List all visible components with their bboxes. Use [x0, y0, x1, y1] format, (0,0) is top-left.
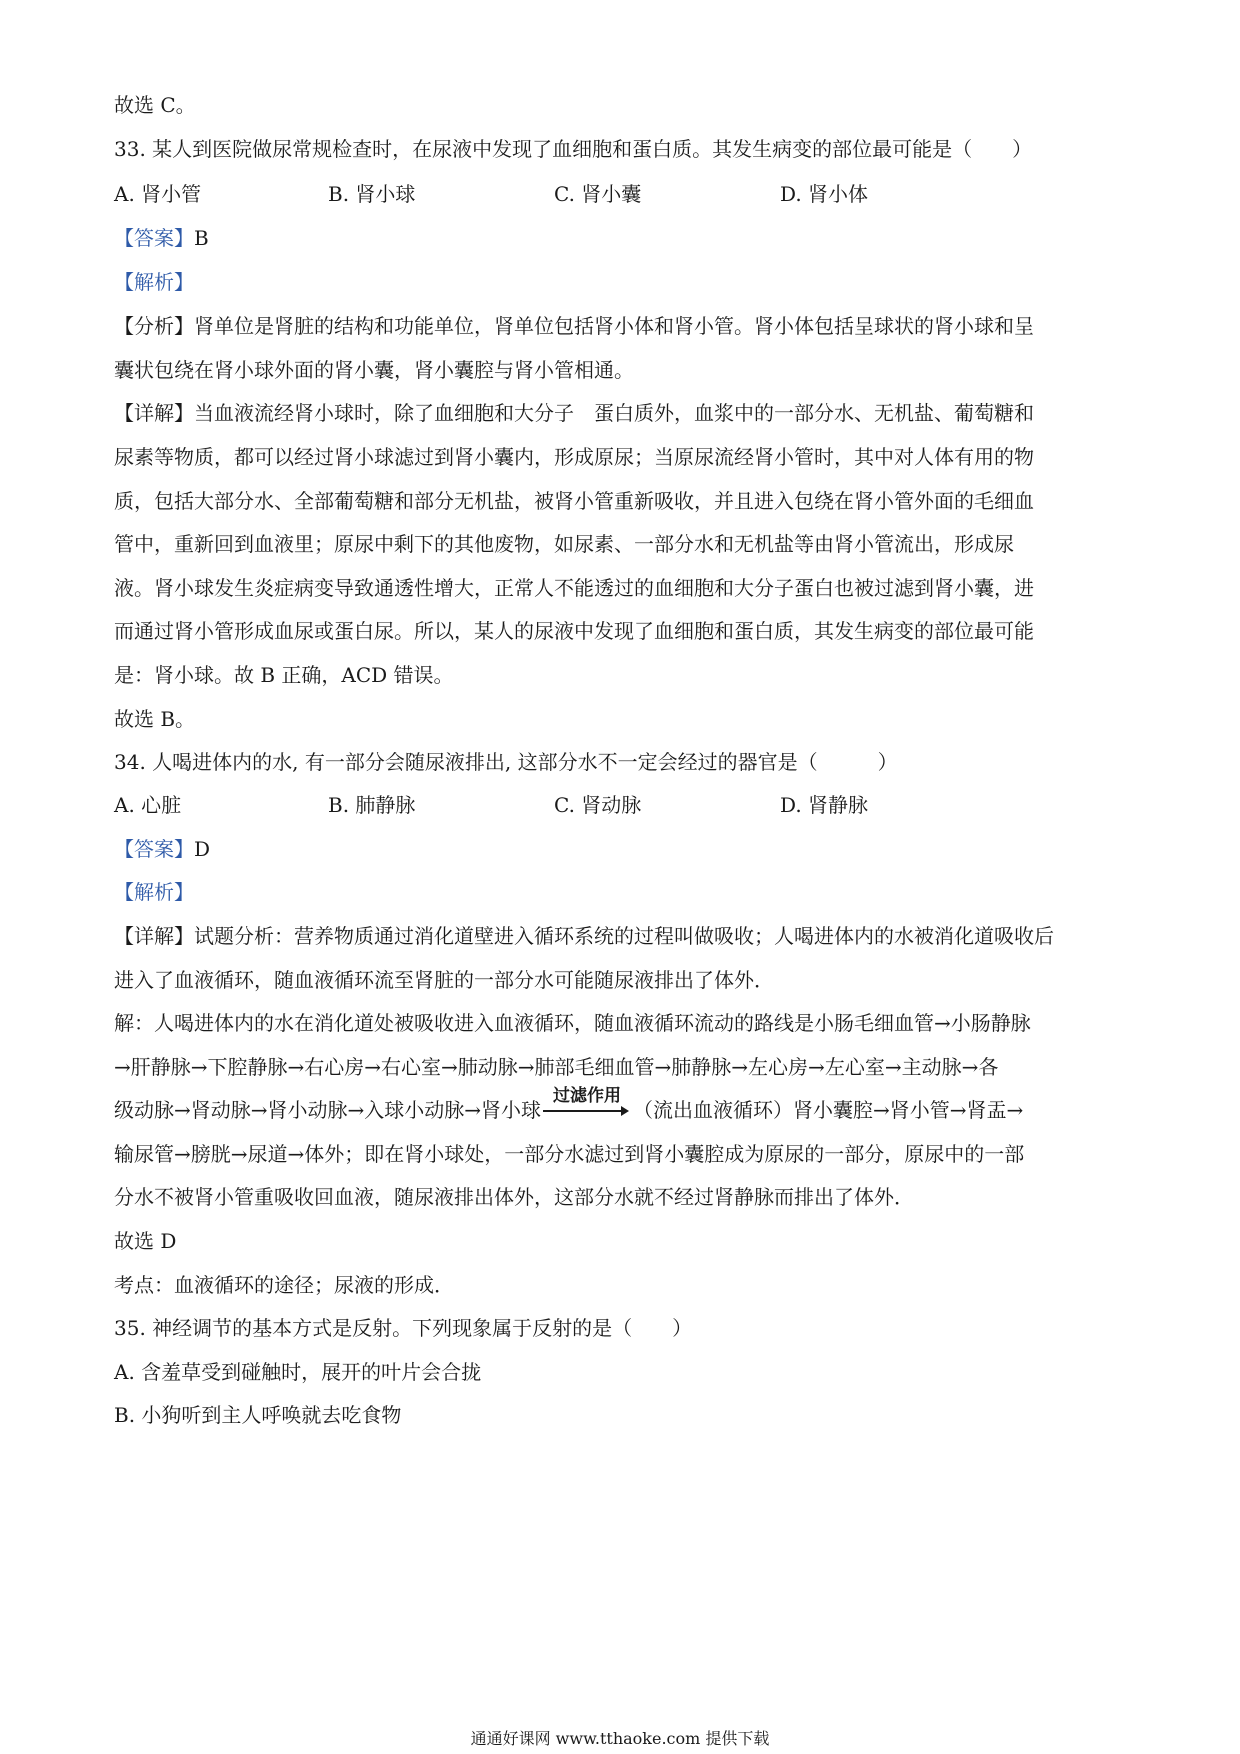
arrow-label: 过滤作用 — [553, 1086, 622, 1106]
text-line: 管中，重新回到血液里；原尿中剩下的其他废物，如尿素、一部分水和无机盐等由肾小管流出，形成尿 — [114, 532, 1014, 556]
text-line-with-arrow — [114, 1086, 1124, 1124]
text-line: 输尿管→膀胱→尿道→体外；即在肾小球处，一部分水滤过到肾小囊腔成为原尿的一部分，原尿中的一部 — [114, 1142, 1025, 1166]
option-b: B. 肺静脉 — [328, 793, 416, 817]
text-line: 故选 B。 — [114, 707, 196, 731]
text-line: 分水不被肾小管重吸收回血液，随尿液排出体外，这部分水就不经过肾静脉而排出了体外． — [114, 1185, 914, 1209]
arrow-head-icon — [621, 1106, 629, 1116]
fenxi-tag: 【分析】 — [114, 314, 194, 338]
path-text-a: 级动脉→肾动脉→肾小动脉→入球小动脉→肾小球 — [114, 1098, 542, 1122]
path-text-b: （流出血液循环）肾小囊腔→肾小管→肾盂→ — [633, 1098, 1024, 1122]
question-33: 33. 某人到医院做尿常规检查时，在尿液中发现了血细胞和蛋白质。其发生病变的部位最可能是（ ） — [114, 137, 1033, 161]
answer-line-33 — [114, 224, 1124, 252]
analysis-tag: 【解析】 — [114, 880, 194, 904]
text-line: 进入了血液循环，随血液循环流至肾脏的一部分水可能随尿液排出了体外． — [114, 968, 774, 992]
option-a: A. 含羞草受到碰触时，展开的叶片会合拢 — [114, 1360, 482, 1384]
text-line: →肝静脉→下腔静脉→右心房→右心室→肺动脉→肺部毛细血管→肺静脉→左心房→左心室→主动脉→各 — [114, 1055, 999, 1079]
option-d: D. 肾静脉 — [780, 793, 869, 817]
text-line — [114, 922, 1124, 950]
text-line: 考点：血液循环的途径；尿液的形成． — [114, 1273, 454, 1297]
answer-value: B — [194, 226, 209, 250]
fenxi-text: 肾单位是肾脏的结构和功能单位，肾单位包括肾小体和肾小管。肾小体包括呈球状的肾小球和呈 — [194, 314, 1034, 338]
text-line: 液。肾小球发生炎症病变导致通透性增大，正常人不能透过的血细胞和大分子蛋白也被过滤到肾小囊，进 — [114, 576, 1034, 600]
text-line: 是：肾小球。故 B 正确，ACD 错误。 — [114, 663, 454, 687]
option-a: A. 肾小管 — [114, 182, 202, 206]
answer-value: D — [194, 837, 211, 861]
page-footer: 通通好课网 www.tthaoke.com 提供下载 — [470, 1729, 770, 1748]
text-line: 解：人喝进体内的水在消化道处被吸收进入血液循环，随血液循环流动的路线是小肠毛细血管→小肠静脉 — [114, 1011, 1031, 1035]
analysis-tag: 【解析】 — [114, 270, 194, 294]
text-line: 质，包括大部分水、全部葡萄糖和部分无机盐，被肾小管重新吸收，并且进入包绕在肾小管外面的毛细血 — [114, 489, 1034, 513]
text-line: 囊状包绕在肾小球外面的肾小囊，肾小囊腔与肾小管相通。 — [114, 358, 634, 382]
option-c: C. 肾小囊 — [554, 182, 642, 206]
xiangjie-text: 试题分析：营养物质通过消化道壁进入循环系统的过程叫做吸收；人喝进体内的水被消化道吸收后 — [194, 924, 1054, 948]
answer-tag: 【答案】 — [114, 226, 194, 250]
option-d: D. 肾小体 — [780, 182, 869, 206]
text-line — [114, 399, 1124, 427]
text-line: 而通过肾小管形成血尿或蛋白尿。所以，某人的尿液中发现了血细胞和蛋白质，其发生病变的部位最可能 — [114, 619, 1034, 643]
option-a: A. 心脏 — [114, 793, 182, 817]
option-b: B. 肾小球 — [328, 182, 416, 206]
xiangjie-text: 当血液流经肾小球时，除了血细胞和大分子 蛋白质外，血浆中的一部分水、无机盐、葡萄糖和 — [194, 401, 1034, 425]
text-line: 故选 C。 — [114, 93, 196, 117]
text-line: 故选 D — [114, 1229, 177, 1253]
question-35: 35. 神经调节的基本方式是反射。下列现象属于反射的是（ ） — [114, 1316, 693, 1340]
option-b: B. 小狗听到主人呼唤就去吃食物 — [114, 1403, 402, 1427]
question-34: 34. 人喝进体内的水, 有一部分会随尿液排出, 这部分水不一定会经过的器官是（ ） — [114, 750, 898, 774]
analysis-heading — [114, 878, 1124, 906]
text-line: 尿素等物质，都可以经过肾小球滤过到肾小囊内，形成原尿；当原尿流经肾小管时，其中对人体有用的物 — [114, 445, 1034, 469]
answer-tag: 【答案】 — [114, 837, 194, 861]
text-line — [114, 312, 1124, 340]
analysis-heading — [114, 268, 1124, 296]
xiangjie-tag: 【详解】 — [114, 924, 194, 948]
option-c: C. 肾动脉 — [554, 793, 642, 817]
filtration-arrow — [541, 1086, 633, 1124]
xiangjie-tag: 【详解】 — [114, 401, 194, 425]
answer-line-34 — [114, 835, 1124, 863]
arrow-shaft — [543, 1110, 623, 1112]
